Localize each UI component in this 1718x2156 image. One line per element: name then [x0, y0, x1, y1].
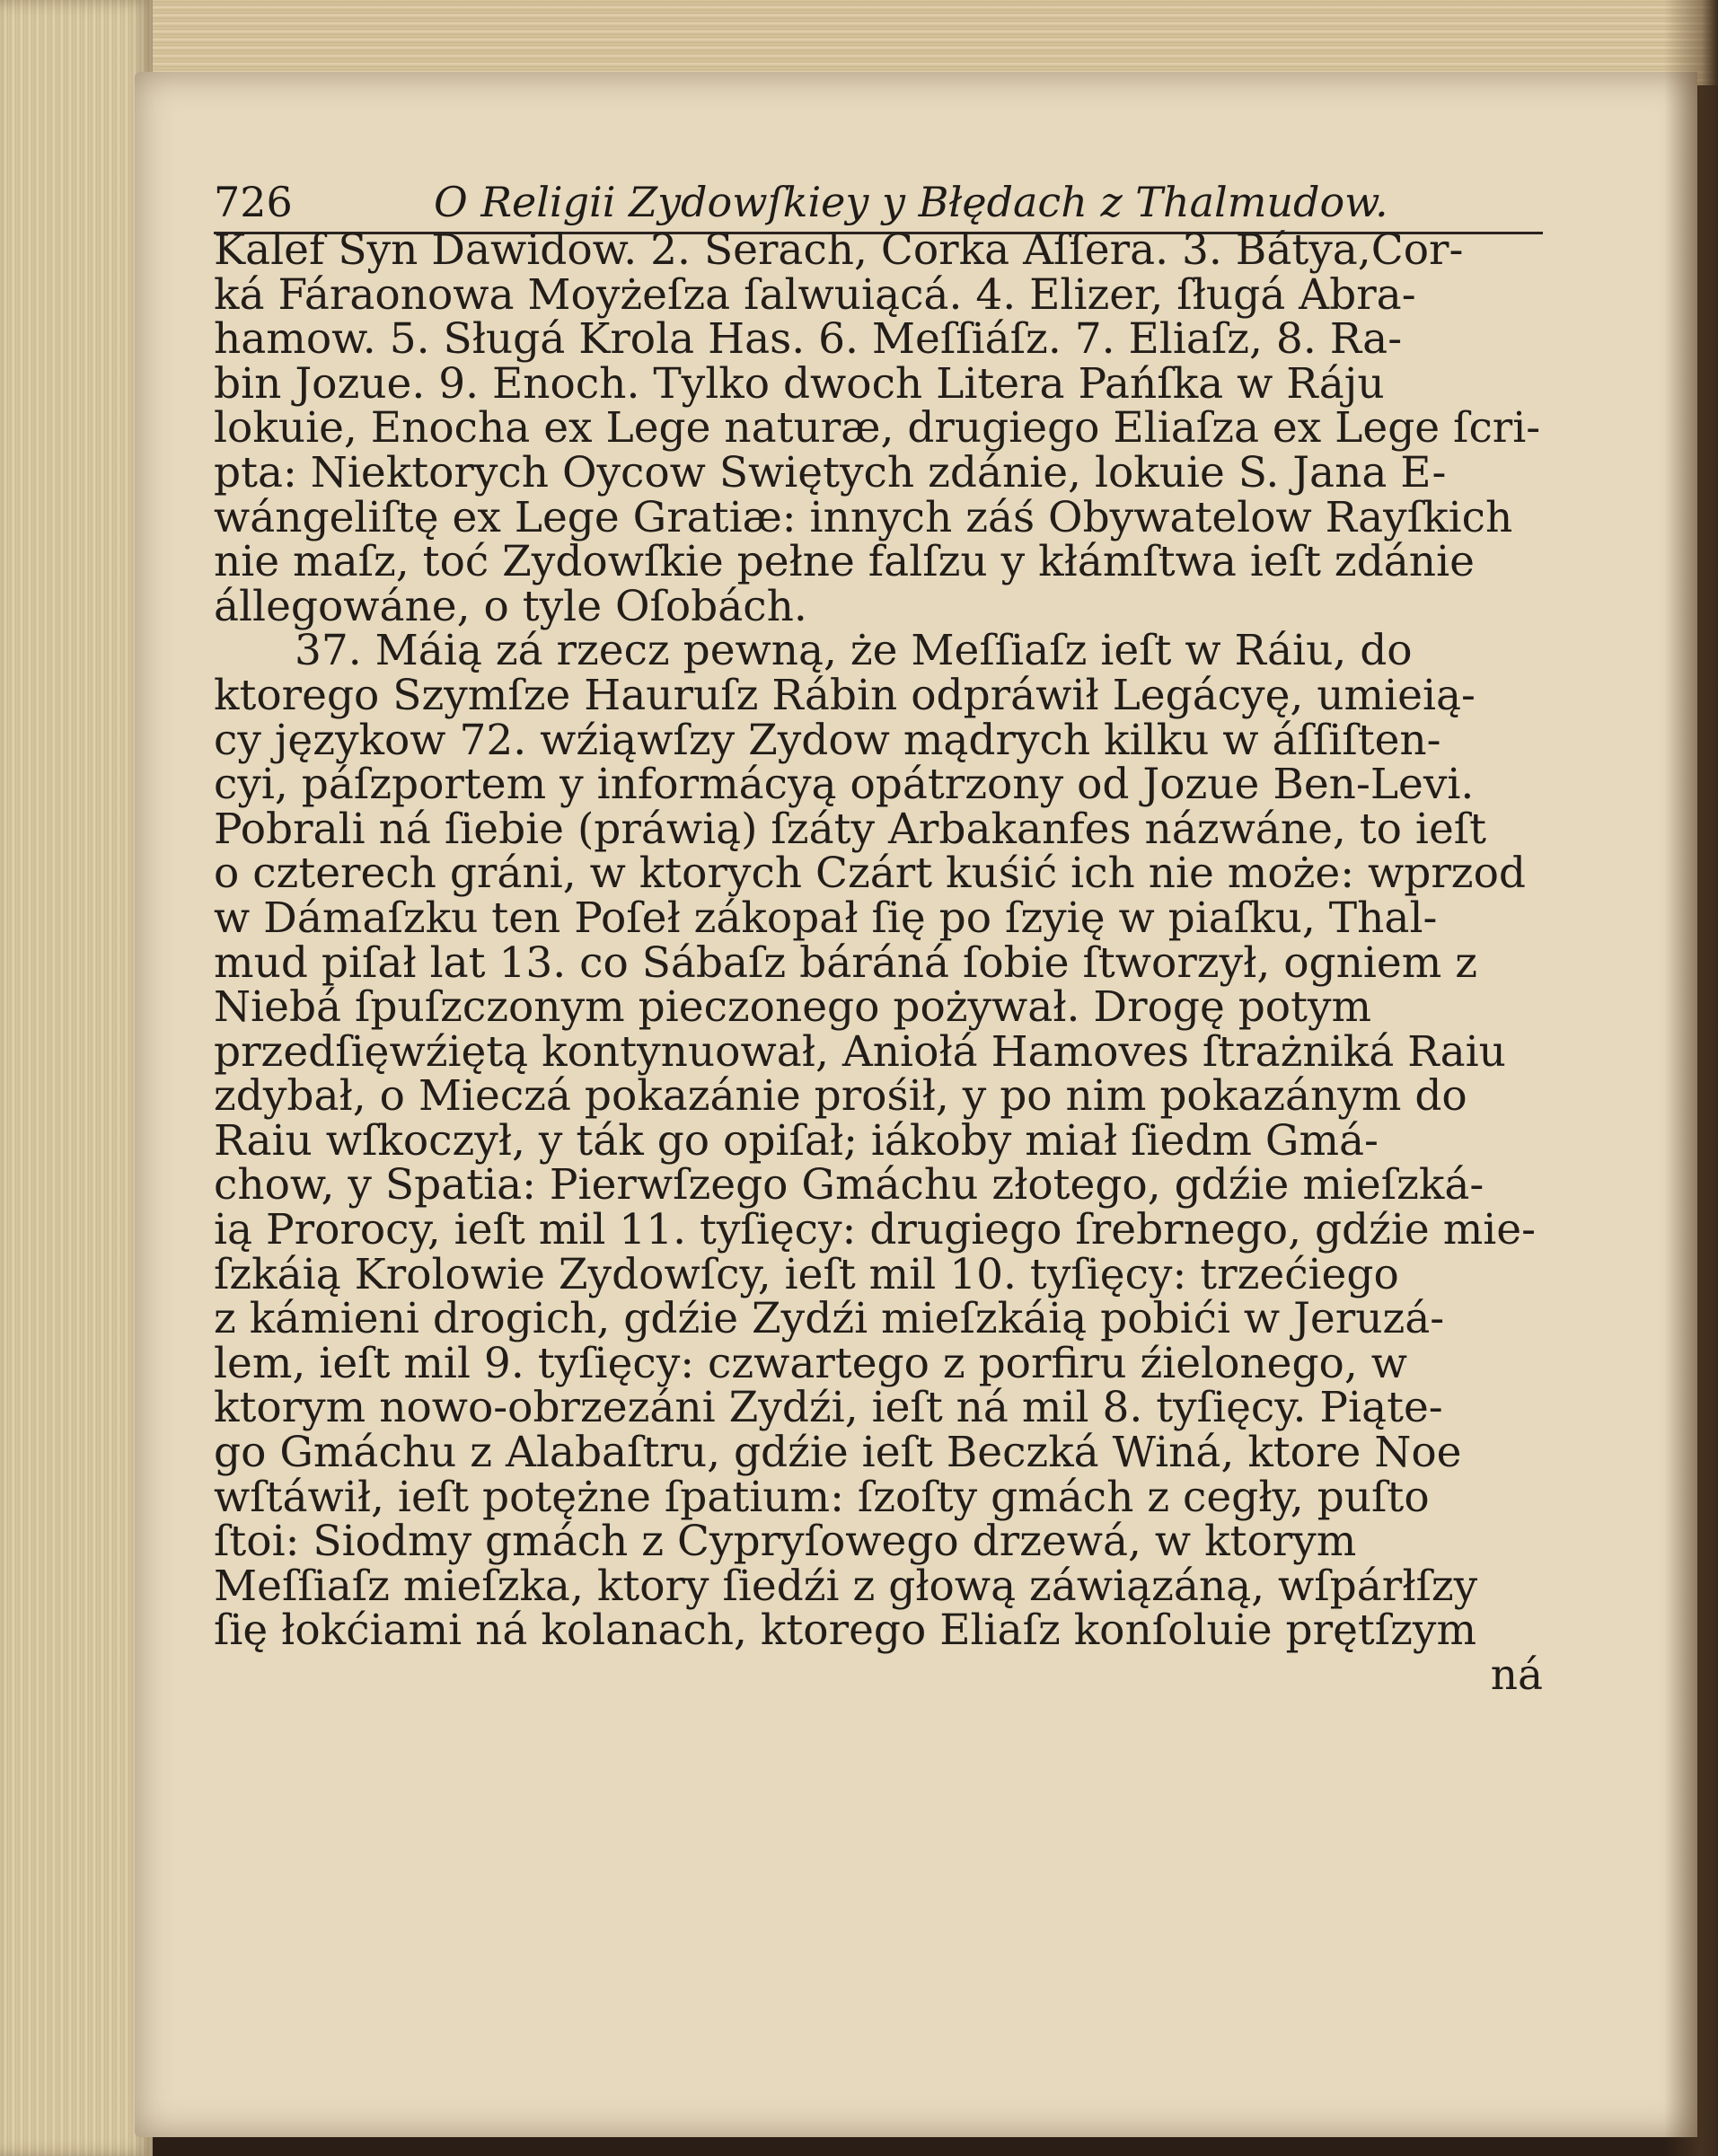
text-line: ſię łokćiami ná kolanach, ktorego Eliaſz konſoluie prętſzym — [214, 1606, 1477, 1656]
page-number: 726 — [214, 178, 293, 226]
text-line: hamow. 5. Sługá Krola Has. 6. Meſſiáſz. 7. Eliaſz, 8. Ra- — [214, 314, 1403, 365]
text-line: ſzkáią Krolowie Zydowſcy, ieſt mil 10. tyſięcy: trzećiego — [214, 1249, 1399, 1299]
text-line: mud piſał lat 13. co Sábaſz báráná ſobie ſtworzył, ogniem z — [214, 937, 1477, 988]
text-line: o czterech gráni, w ktorych Czárt kuśić ich nie może: wprzod — [214, 849, 1526, 899]
text-line: ktorego Szymſze Hauruſz Rábin odpráwił Legácyę, umieią- — [214, 670, 1476, 720]
text-line: ká Fáraonowa Moyżeſza ſalwuiącá. 4. Elizer, ſługá Abra- — [214, 269, 1416, 320]
text-line: Raiu wſkoczył, y ták go opiſał; iákoby miał ſiedm Gmá- — [214, 1115, 1379, 1166]
text-line: w Dámaſzku ten Poſeł zákopał ſię po ſzyię w piaſku, Thal- — [214, 893, 1438, 943]
paragraph-start-line: 37. Máią zá rzecz pewną, że Meſſiaſz ieſt w Ráiu, do — [295, 626, 1413, 676]
text-line: állegowáne, o tyle Oſobách. — [214, 581, 807, 631]
text-line: Niebá ſpuſzczonym pieczonego pożywał. Drogę potym — [214, 982, 1372, 1033]
text-line: wángeliſtę ex Lege Gratiæ: innych záś Obywatelow Rayſkich — [214, 492, 1513, 542]
text-line: Kalef Syn Dawidow. 2. Serach, Corka Aſſera. 3. Bátya,Cor- — [214, 225, 1464, 275]
text-line: zdybał, o Mieczá pokazánie prośił, y po nim pokazánym do — [214, 1071, 1467, 1122]
body-text — [214, 225, 1552, 1700]
page-stack-fore-edge — [0, 0, 153, 2156]
text-line: lem, ieſt mil 9. tyſięcy: czwartego z porfiru źielonego, w — [214, 1338, 1407, 1388]
text-line: bin Jozue. 9. Enoch. Tylko dwoch Litera Pańſka w Ráju — [214, 358, 1385, 409]
text-line: pta: Niektorych Oycow Swiętych zdánie, lokuie S. Jana E- — [214, 447, 1447, 497]
text-line: ią Prorocy, ieſt mil 11. tyſięcy: drugiego ſrebrnego, gdźie mie- — [214, 1205, 1536, 1255]
binding-shadow — [1664, 0, 1718, 2156]
text-line: cy językow 72. wźiąwſzy Zydow mądrych kilku w áſſiſten- — [214, 715, 1441, 765]
text-line: z kámieni drogich, gdźie Zydźi mieſzkáią pobići w Jeruzá- — [214, 1294, 1445, 1344]
running-title: O Religii Zydowſkiey y Błędach z Thalmudow. — [434, 178, 1388, 226]
text-line: ſtoi: Siodmy gmách z Cypryſowego drzewá, w ktorym — [214, 1517, 1357, 1567]
text-line: go Gmáchu z Alabaſtru, gdźie ieſt Beczká Winá, ktore Noe — [214, 1428, 1462, 1478]
text-line: chow, y Spatia: Pierwſzego Gmáchu złotego, gdźie mieſzká- — [214, 1160, 1485, 1210]
text-line: nie maſz, toć Zydowſkie pełne falſzu y kłámſtwa ieſt zdánie — [214, 537, 1475, 587]
catchword: ná — [1490, 1650, 1543, 1700]
text-line: cyi, páſzportem y informácyą opátrzony od Jozue Ben-Levi. — [214, 760, 1475, 810]
text-line: ktorym nowo-obrzezáni Zydźi, ieſt ná mil 8. tyſięcy. Piąte- — [214, 1383, 1443, 1433]
text-line: Pobrali ná ſiebie (práwią) ſzáty Arbakanfes názwáne, to ieſt — [214, 804, 1487, 854]
text-line: wſtáwił, ieſt potężne ſpatium: ſzoſty gmách z cegły, puſto — [214, 1472, 1430, 1522]
text-line: przedſięwźiętą kontynuował, Aniołá Hamoves ſtrażniká Raiu — [214, 1026, 1506, 1077]
text-line: lokuie, Enocha ex Lege naturæ, drugiego Eliaſza ex Lege ſcri- — [214, 403, 1541, 453]
text-line: Meſſiaſz mieſzka, ktory ſiedźi z głową záwiązáną, wſpárłſzy — [214, 1561, 1478, 1611]
